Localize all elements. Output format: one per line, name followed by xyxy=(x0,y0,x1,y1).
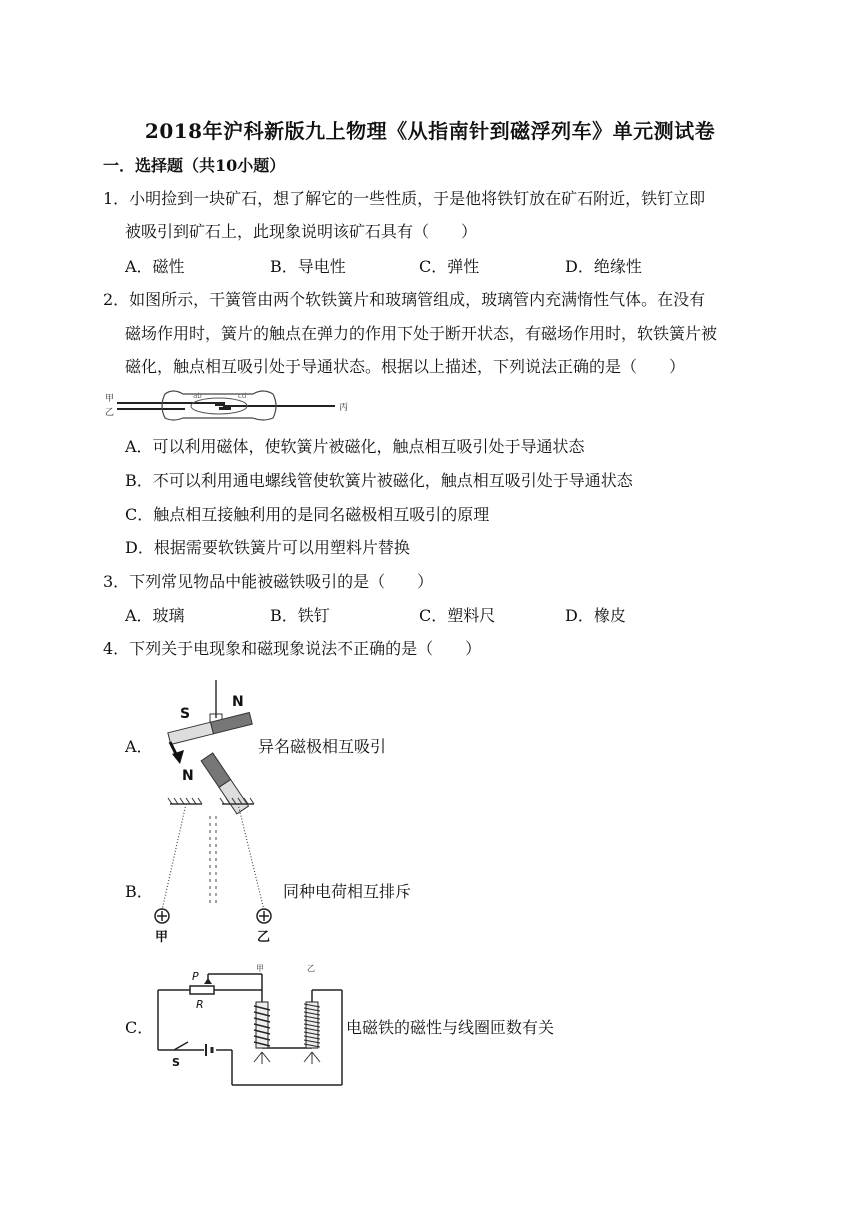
question-1-line-2: 被吸引到矿石上，此现象说明该矿石具有（ ） xyxy=(125,222,478,241)
question-1-line-1: 1．小明捡到一块矿石，想了解它的一些性质，于是他将铁钉放在矿石附近，铁钉立即 xyxy=(103,189,706,208)
question-2-option-c: C．触点相互接触利用的是同名磁极相互吸引的原理 xyxy=(125,505,490,524)
question-4-option-c-text: 电磁铁的磁性与线圈匝数有关 xyxy=(346,1018,555,1037)
svg-text:ab: ab xyxy=(193,392,202,400)
reed-switch-figure xyxy=(103,386,363,422)
question-4-option-a-letter: A． xyxy=(125,737,153,756)
ball-left-label: 甲 xyxy=(155,930,169,945)
label-s: S xyxy=(172,1056,180,1069)
question-1-option-a: A．磁性 xyxy=(125,257,185,276)
charged-balls-figure xyxy=(142,796,282,954)
label-r: R xyxy=(196,998,204,1011)
label-p: P xyxy=(192,970,199,983)
question-3-line-1: 3．下列常见物品中能被磁铁吸引的是（ ） xyxy=(103,572,434,591)
question-4-line-1: 4．下列关于电现象和磁现象说法不正确的是（ ） xyxy=(103,639,482,658)
question-2-line-1: 2．如图所示，干簧管由两个软铁簧片和玻璃管组成，玻璃管内充满惰性气体。在没有 xyxy=(103,290,706,309)
question-1-option-b: B．导电性 xyxy=(270,257,346,276)
electromagnet-circuit-figure xyxy=(150,960,346,1092)
coil-right-label: 乙 xyxy=(307,964,315,973)
question-2-option-d: D．根据需要软铁簧片可以用塑料片替换 xyxy=(125,538,410,557)
reed-label-left-bottom: 乙 xyxy=(105,408,115,418)
question-4-option-a-text: 异名磁极相互吸引 xyxy=(258,737,387,756)
question-1-option-d: D．绝缘性 xyxy=(565,257,642,276)
reed-label-right: 丙 xyxy=(339,403,349,413)
question-4-option-c-letter: C． xyxy=(125,1018,154,1037)
svg-text:cd: cd xyxy=(238,392,247,400)
ball-right-label: 乙 xyxy=(257,930,271,945)
question-2-option-b: B．不可以利用通电螺线管使软簧片被磁化，触点相互吸引处于导通状态 xyxy=(125,471,633,490)
question-3-option-d: D．橡皮 xyxy=(565,606,626,625)
question-4-option-b-text: 同种电荷相互排斥 xyxy=(283,882,412,901)
coil-left-label: 甲 xyxy=(256,964,264,973)
pole-n-label: N xyxy=(232,694,244,710)
page-title: 2018年沪科新版九上物理《从指南针到磁浮列车》单元测试卷 xyxy=(144,119,716,143)
question-2-line-3: 磁化，触点相互吸引处于导通状态。根据以上描述，下列说法正确的是（ ） xyxy=(125,357,686,376)
question-4-option-b-letter: B． xyxy=(125,882,153,901)
question-3-option-c: C．塑料尺 xyxy=(419,606,496,625)
question-1-option-c: C．弹性 xyxy=(419,257,480,276)
pole-s-label: S xyxy=(180,706,191,722)
section-heading: 一．选择题（共10小题） xyxy=(103,156,286,175)
question-3-option-a: A．玻璃 xyxy=(125,606,185,625)
reed-label-left-top: 甲 xyxy=(105,394,115,404)
pole-n2-label: N xyxy=(182,768,194,784)
question-2-line-2: 磁场作用时，簧片的触点在弹力的作用下处于断开状态，有磁场作用时，软铁簧片被 xyxy=(125,324,718,343)
question-3-option-b: B．铁钉 xyxy=(270,606,330,625)
question-2-option-a: A．可以利用磁体，使软簧片被磁化，触点相互吸引处于导通状态 xyxy=(125,437,585,456)
